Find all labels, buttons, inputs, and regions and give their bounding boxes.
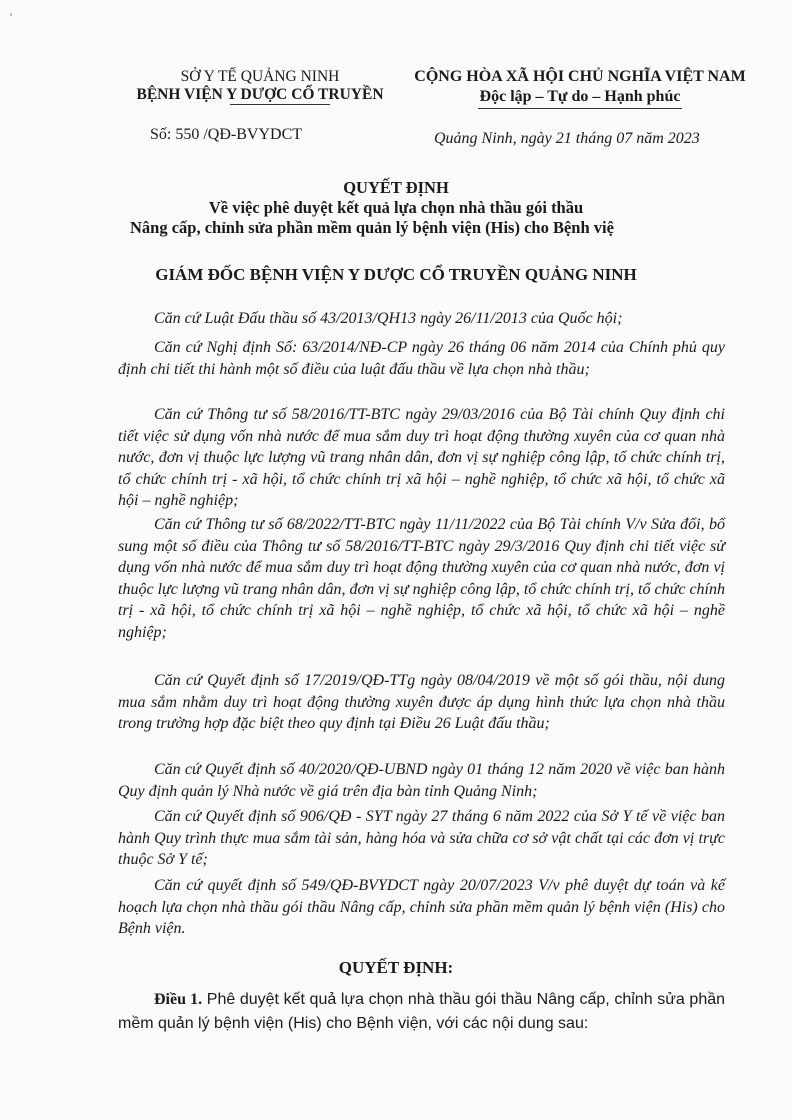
legal-basis-6: Căn cứ Quyết định số 40/2020/QĐ-UBND ngày 01 tháng 12 năm 2020 về việc ban hành Quy định quản lý Nhà nước về giá trên địa bàn tỉnh Quảng Ninh; [118, 761, 725, 800]
article-1 [118, 988, 725, 1036]
legal-basis-7: Căn cứ Quyết định số 906/QĐ - SYT ngày 27 tháng 6 năm 2022 của Sở Y tế về việc ban hành Quy trình thực mua sắm tài sản, hàng hóa và sửa chữa cơ sở vật chất tại các đơn vị trực thuộc Sở Y tế; [118, 808, 725, 868]
parent-org: SỞ Y TẾ QUẢNG NINH [180, 68, 340, 85]
legal-basis-3: Căn cứ Thông tư số 58/2016/TT-BTC ngày 29/03/2016 của Bộ Tài chính Quy định chi tiết việc sử dụng vốn nhà nước để mua sắm duy trì hoạt động thường xuyên của cơ quan nhà nước, đơn vị thuộc lực lượng vũ trang nhân dân, đơn vị sự nghiệp công lập, tổ chức chính trị, tổ chức chính trị - xã hội, tổ chức chính trị xã hội – nghề nghiệp, tổ chức xã hội, tổ chức xã hội – nghề nghiệp; [118, 406, 725, 509]
decision-title: QUYẾT ĐỊNH [343, 178, 449, 197]
document-number: Số: 550 /QĐ-BVYDCT [150, 126, 303, 143]
legal-basis-2: Căn cứ Nghị định Số: 63/2014/NĐ-CP ngày 26 tháng 06 năm 2014 của Chính phủ quy định chi tiết thi hành một số điều của luật đấu thầu về lựa chọn nhà thầu; [118, 339, 725, 378]
corner-mark: ' [10, 10, 13, 24]
org-underline [230, 104, 330, 105]
legal-basis-1: Căn cứ Luật Đấu thầu số 43/2013/QH13 ngày 26/11/2013 của Quốc hội; [154, 310, 623, 327]
issuing-org: BỆNH VIỆN Y DƯỢC CỔ TRUYỀN [136, 86, 384, 103]
legal-basis-8: Căn cứ quyết định số 549/QĐ-BVYDCT ngày 20/07/2023 V/v phê duyệt dự toán và kế hoạch lựa chọn nhà thầu gói thầu Nâng cấp, chỉnh sửa phần mềm quản lý bệnh viện (His) cho Bệnh viện. [118, 877, 725, 937]
decision-heading: QUYẾT ĐỊNH: [338, 958, 454, 977]
legal-basis-4: Căn cứ Thông tư số 68/2022/TT-BTC ngày 11/11/2022 của Bộ Tài chính V/v Sửa đổi, bổ sung một số điều của Thông tư số 58/2016/TT-BTC ngày 29/3/2016 Quy định chi tiết việc sử dụng vốn nhà nước để mua sắm duy trì hoạt động thường xuyên của cơ quan nhà nước, đơn vị thuộc lực lượng vũ trang nhân dân, đơn vị sự nghiệp công lập, tổ chức chính trị, tổ chức chính trị - xã hội, tổ chức chính trị xã hội – nghề nghiệp, tổ chức xã hội, tổ chức xã hội – nghề nghiệp; [118, 516, 725, 641]
authority-heading: GIÁM ĐỐC BỆNH VIỆN Y DƯỢC CỔ TRUYỀN QUẢNG NINH [155, 265, 637, 284]
place-date: Quảng Ninh, ngày 21 tháng 07 năm 2023 [434, 130, 700, 147]
article-1-label: Điều 1. [154, 991, 203, 1008]
decision-subject-line1: Về việc phê duyệt kết quả lựa chọn nhà thầu gói thầu [208, 198, 584, 217]
national-title: CỘNG HÒA XÃ HỘI CHỦ NGHĨA VIỆT NAM [414, 68, 746, 85]
article-1-text: Phê duyệt kết quả lựa chọn nhà thầu gói thầu Nâng cấp, chỉnh sửa phần mềm quản lý bệnh viện (His) cho Bệnh viện, với các nội dung sau: [118, 991, 726, 1032]
national-motto: Độc lập – Tự do – Hạnh phúc [479, 88, 681, 105]
decision-subject-line2: Nâng cấp, chỉnh sửa phần mềm quản lý bệnh viện (His) cho Bệnh việ [130, 218, 614, 237]
legal-basis-5: Căn cứ Quyết định số 17/2019/QĐ-TTg ngày 08/04/2019 về một số gói thầu, nội dung mua sắm nhằm duy trì hoạt động thường xuyên được áp dụng hình thức lựa chọn nhà thầu trong trường hợp đặc biệt theo quy định tại Điều 26 Luật đấu thầu; [118, 672, 725, 732]
motto-underline [478, 108, 682, 109]
